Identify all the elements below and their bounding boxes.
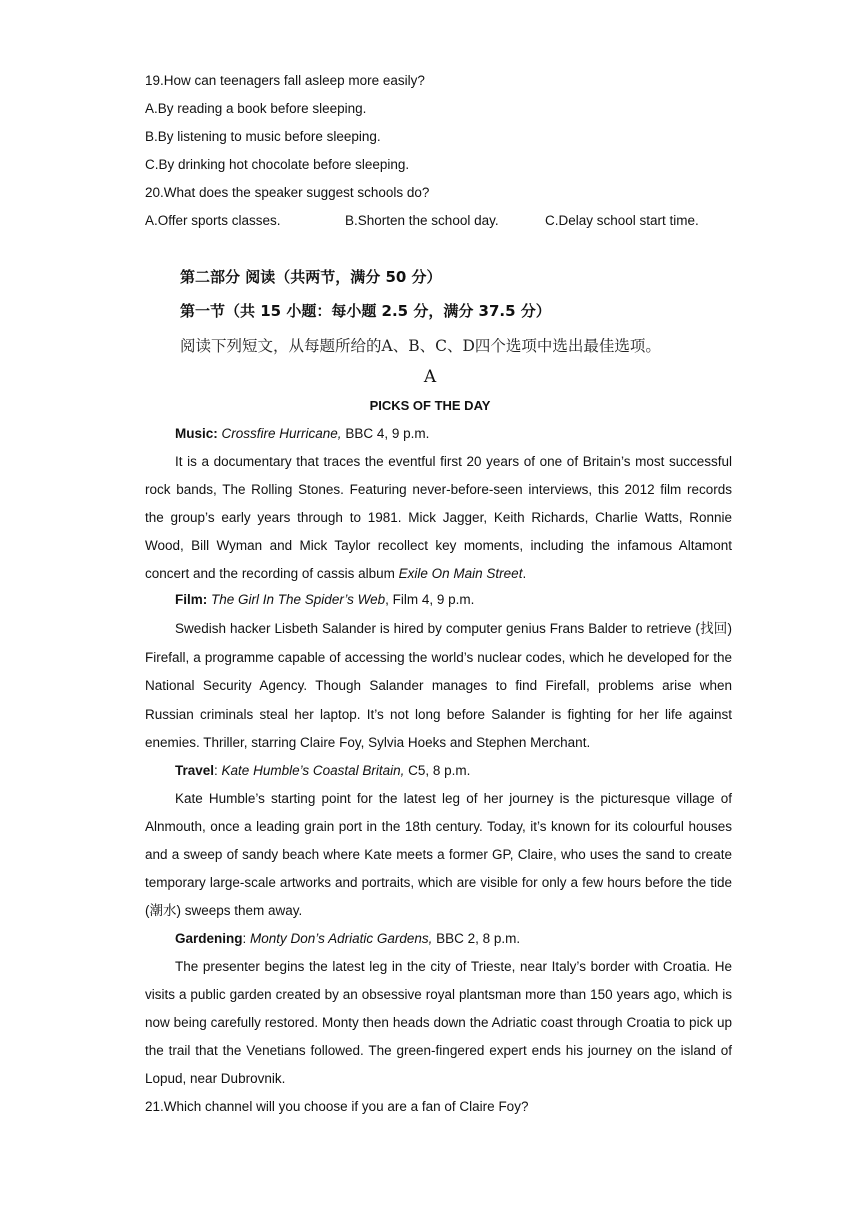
gardening-sep: : (242, 931, 251, 946)
gardening-label: Gardening (175, 931, 243, 946)
film-description: Swedish hacker Lisbeth Salander is hired by computer genius Frans Balder to retrieve (找回) Firefall, a programme capable of accessing the world’s nuclear codes, which he developed for the National Security Agency. Though Salander manages to find Firefall, problems arise when Russian criminals steal her laptop. It’s not long before Salander is fighting for her life against enemies. Thriller, starring Claire Foy, Sylvia Hoeks and Stephen Merchant. (145, 621, 732, 751)
music-label: Music: (175, 426, 218, 441)
part-two-title: 第二部分 阅读（共两节，满分 50 分） (180, 268, 442, 286)
q20-option-b: B.Shorten the school day. (345, 213, 499, 228)
travel-info: C5, 8 p.m. (404, 763, 471, 778)
question-21: 21.Which channel will you choose if you are a fan of Claire Foy? (145, 1099, 529, 1114)
film-info: , Film 4, 9 p.m. (385, 592, 475, 607)
q19-option-a: A.By reading a book before sleeping. (145, 101, 367, 116)
section-one-title: 第一节（共 15 小题：每小题 2.5 分，满分 37.5 分） (180, 302, 551, 320)
reading-instruction: 阅读下列短文，从每题所给的A、B、C、D四个选项中选出最佳选项。 (180, 337, 661, 355)
travel-label: Travel (175, 763, 215, 778)
travel-description: Kate Humble’s starting point for the latest leg of her journey is the picturesque village of Alnmouth, once a leading grain port in the 18th century. Today, it’s known for its colourful houses and a sweep of sandy beach where Kate meets a former GP, Claire, who uses the sand to create temporary large-scale artworks and portraits, which are visible for only a few hours before the tide (潮水) sweeps them away. (145, 791, 732, 918)
music-show: Crossfire Hurricane, (221, 426, 342, 441)
gardening-heading (175, 925, 520, 953)
album-title: Exile On Main Street (398, 566, 523, 581)
music-text: It is a documentary that traces the eventful first 20 years of one of Britain’s most successful rock bands, The Rolling Stones. Featuring never-before-seen interviews, this 2012 film records the group’s early years through to 1981. Mick Jagger, Keith Richards, Charlie Watts, Ronnie Wood, Bill Wyman and Mick Taylor recollect key moments, including the infamous Altamont concert and the recording of cassis album (145, 454, 732, 581)
music-info: BBC 4, 9 p.m. (341, 426, 430, 441)
gardening-info: BBC 2, 8 p.m. (432, 931, 521, 946)
passage-title: PICKS OF THE DAY (369, 398, 491, 413)
q19-option-b: B.By listening to music before sleeping. (145, 129, 381, 144)
question-20: 20.What does the speaker suggest schools do? (145, 185, 430, 200)
travel-show: Kate Humble’s Coastal Britain, (221, 763, 405, 778)
question-19: 19.How can teenagers fall asleep more easily? (145, 73, 425, 88)
film-show: The Girl In The Spider’s Web (211, 592, 386, 607)
music-text-end: . (522, 566, 527, 581)
film-label: Film: (175, 592, 208, 607)
passage-letter: A (423, 367, 437, 387)
travel-sep: : (214, 763, 222, 778)
q20-option-c: C.Delay school start time. (545, 213, 699, 228)
travel-heading (175, 757, 470, 785)
music-heading (175, 420, 429, 448)
q20-option-a: A.Offer sports classes. (145, 213, 281, 228)
q19-option-c: C.By drinking hot chocolate before sleeping. (145, 157, 410, 172)
film-heading (175, 586, 474, 614)
music-description (145, 448, 732, 588)
gardening-description: The presenter begins the latest leg in the city of Trieste, near Italy’s border with Croatia. He visits a public garden created by an obsessive royal plantsman more than 150 years ago, which is now being carefully restored. Monty then heads down the Adriatic coast through Croatia to pick up the trail that the Venetians followed. The green-fingered expert ends his journey on the island of Lopud, near Dubrovnik. (145, 959, 732, 1086)
gardening-show: Monty Don’s Adriatic Gardens, (250, 931, 433, 946)
